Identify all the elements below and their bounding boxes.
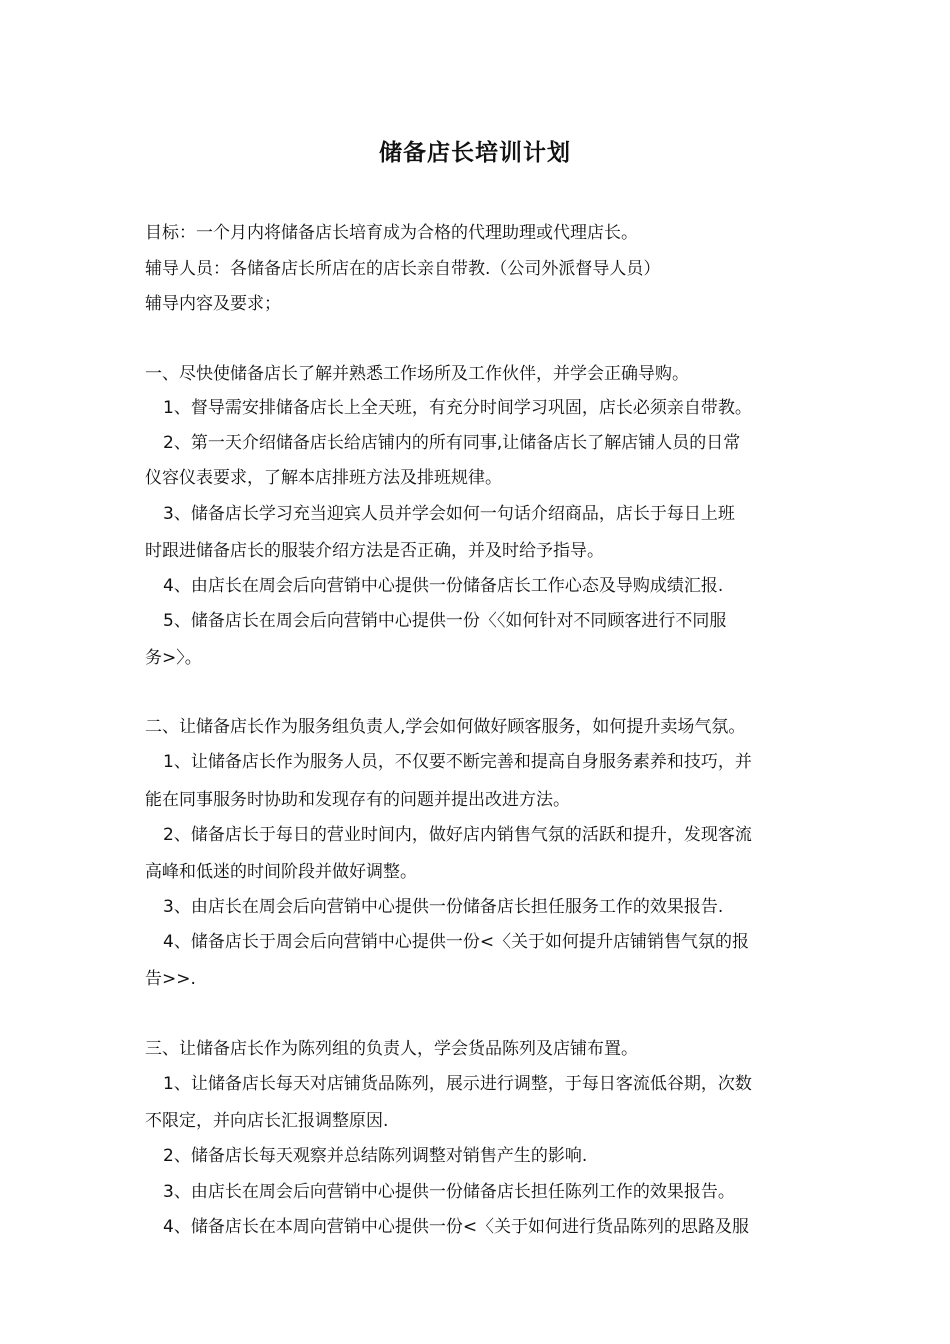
section-3-heading: 三、让储备店长作为陈列组的负责人，学会货品陈列及店铺布置。 xyxy=(145,1039,638,1059)
section-1-item-1: 1、督导需安排储备店长上全天班，有充分时间学习巩固，店长必须亲自带教。 xyxy=(163,398,752,418)
section-1-item-3-cont: 时跟进储备店长的服装介绍方法是否正确，并及时给予指导。 xyxy=(145,541,604,561)
section-1-item-2: 2、第一天介绍储备店长给店铺内的所有同事,让储备店长了解店铺人员的日常 xyxy=(163,433,741,453)
section-2-item-1: 1、让储备店长作为服务人员，不仅要不断完善和提高自身服务素养和技巧，并 xyxy=(163,752,752,772)
intro-mentors: 辅导人员：各储备店长所店在的店长亲自带教.（公司外派督导人员） xyxy=(145,259,661,279)
intro-goal: 目标：一个月内将储备店长培育成为合格的代理助理或代理店长。 xyxy=(145,223,638,243)
section-1-item-2-cont: 仪容仪表要求，了解本店排班方法及排班规律。 xyxy=(145,468,502,488)
section-3-item-2: 2、储备店长每天观察并总结陈列调整对销售产生的影响. xyxy=(163,1146,588,1166)
section-1-heading: 一、尽快使储备店长了解并熟悉工作场所及工作伙伴，并学会正确导购。 xyxy=(145,364,689,384)
section-3-item-1-cont: 不限定，并向店长汇报调整原因. xyxy=(145,1111,389,1131)
section-2-item-1-cont: 能在同事服务时协助和发现存有的问题并提出改进方法。 xyxy=(145,790,570,810)
section-2-item-4: 4、储备店长于周会后向营销中心提供一份<〈关于如何提升店铺销售气氛的报 xyxy=(163,932,750,952)
section-1-item-4: 4、由店长在周会后向营销中心提供一份储备店长工作心态及导购成绩汇报. xyxy=(163,576,724,596)
section-3-item-3: 3、由店长在周会后向营销中心提供一份储备店长担任陈列工作的效果报告。 xyxy=(163,1182,735,1202)
section-3-item-1: 1、让储备店长每天对店铺货品陈列，展示进行调整，于每日客流低谷期，次数 xyxy=(163,1074,752,1094)
section-1-item-5: 5、储备店长在周会后向营销中心提供一份〈〈如何针对不同顾客进行不同服 xyxy=(163,611,727,631)
section-1-item-5-cont: 务>〉。 xyxy=(145,648,202,668)
section-2-heading: 二、让储备店长作为服务组负责人,学会如何做好顾客服务，如何提升卖场气氛。 xyxy=(145,717,746,737)
intro-content-heading: 辅导内容及要求； xyxy=(145,294,281,314)
section-2-item-4-cont: 告>>. xyxy=(145,969,196,989)
section-2-item-2-cont: 高峰和低迷的时间阶段并做好调整。 xyxy=(145,862,417,882)
section-2-item-3: 3、由店长在周会后向营销中心提供一份储备店长担任服务工作的效果报告. xyxy=(163,897,724,917)
section-1-item-3: 3、储备店长学习充当迎宾人员并学会如何一句话介绍商品，店长于每日上班 xyxy=(163,504,735,524)
section-2-item-2: 2、储备店长于每日的营业时间内，做好店内销售气氛的活跃和提升，发现客流 xyxy=(163,825,752,845)
document-title: 储备店长培训计划 xyxy=(379,140,571,166)
section-3-item-4: 4、储备店长在本周向营销中心提供一份<〈关于如何进行货品陈列的思路及服 xyxy=(163,1217,750,1237)
